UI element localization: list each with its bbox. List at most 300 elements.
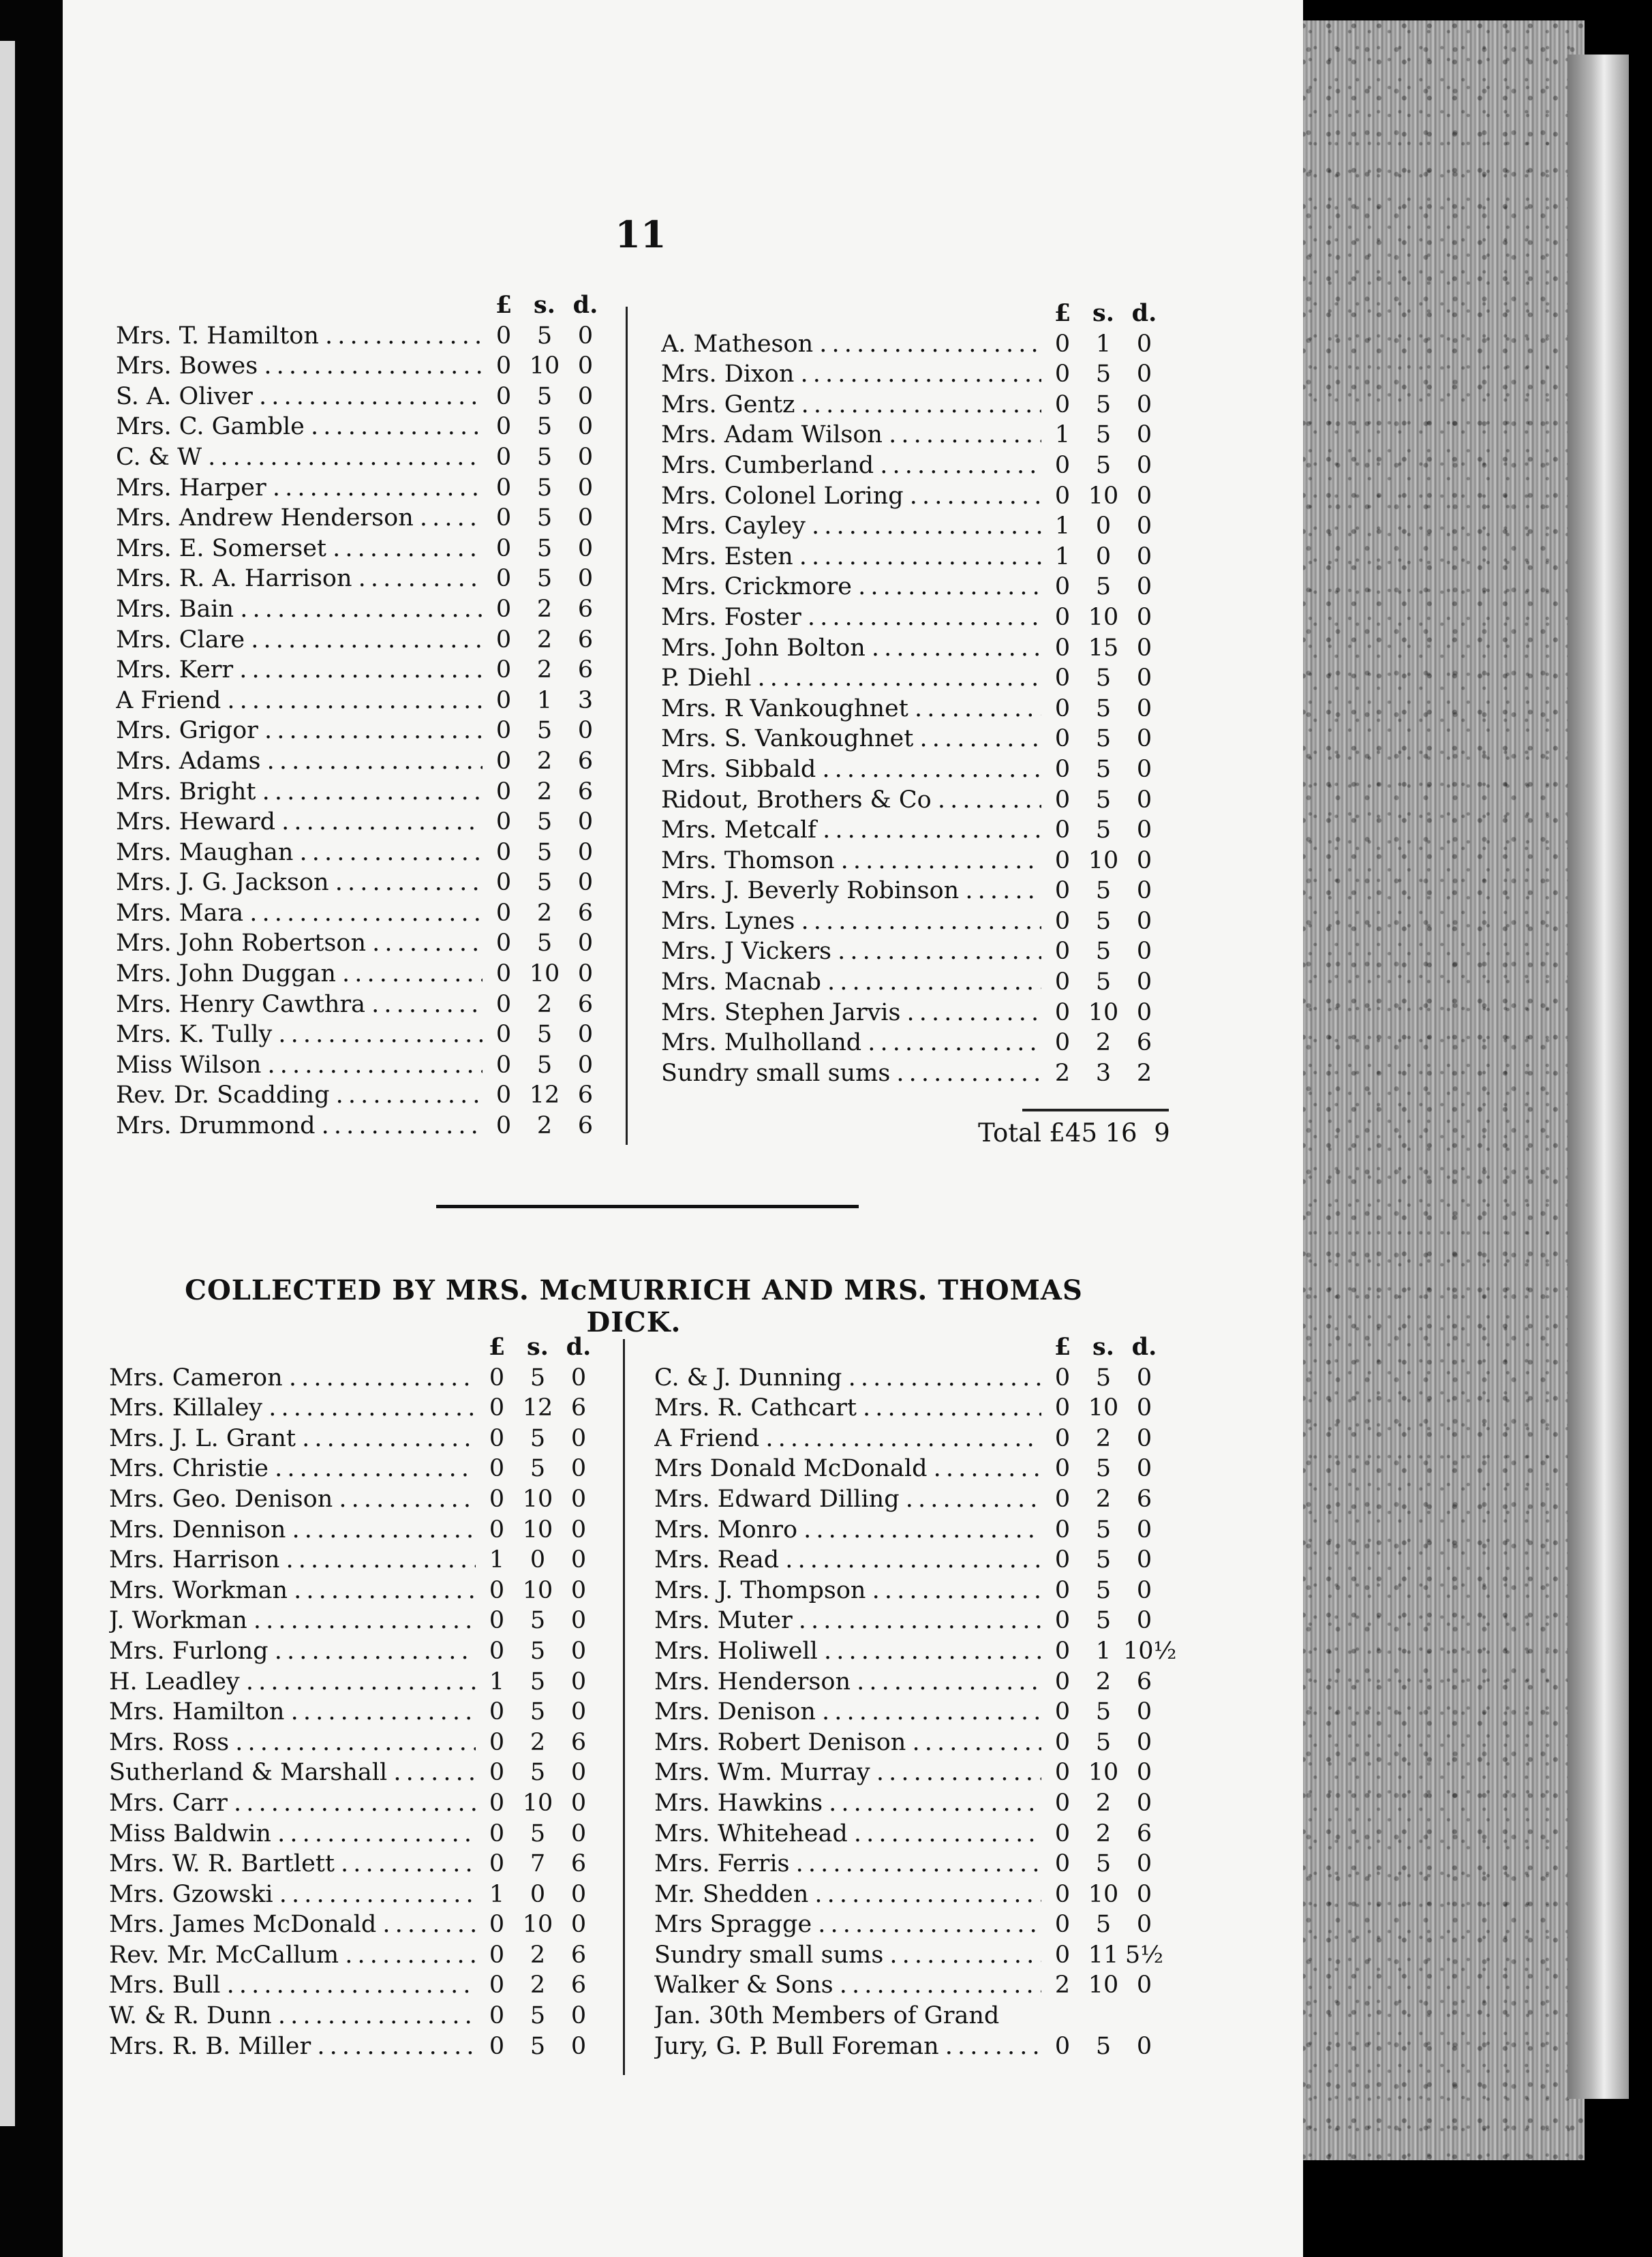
amount-pence: 0: [1136, 2032, 1152, 2060]
subscriber-name: Sundry small sums . . .: [654, 1940, 1041, 1971]
subscription-row: [109, 1363, 600, 1394]
amount-pence: 0: [577, 717, 594, 745]
amount-pence: 0: [577, 322, 594, 350]
amount-shillings: 5: [536, 1021, 553, 1049]
amount-pence: 0: [1136, 1971, 1152, 1999]
amount-shillings: 10: [522, 1485, 553, 1513]
amount-shillings: 5: [1095, 1546, 1112, 1574]
subscription-row: [116, 503, 607, 534]
subscription-row: [654, 1788, 1165, 1819]
amount-pounds: 0: [495, 504, 512, 532]
amount-pence: 0: [1136, 968, 1152, 996]
subscription-row: [661, 998, 1165, 1028]
amount-pence: 0: [570, 2002, 587, 2030]
amount-shillings: 5: [1095, 725, 1112, 753]
amount-shillings: 5: [536, 443, 553, 471]
amount-pounds: 0: [489, 1607, 505, 1635]
subscriber-name: C. & W . . .: [116, 442, 483, 473]
subscriber-name: Mrs. W. R. Bartlett . . .: [109, 1849, 476, 1879]
amount-pounds: 2: [1054, 1059, 1071, 1087]
subscriber-name: Mrs. Gzowski . . .: [109, 1879, 476, 1910]
subscriber-name: Rev. Dr. Scadding . . .: [116, 1080, 483, 1111]
subscriber-name: S. A. Oliver . . .: [116, 382, 483, 412]
amount-pounds: 0: [1054, 360, 1071, 388]
amount-pounds: 0: [1054, 1576, 1071, 1604]
amount-pence: 6: [570, 1728, 587, 1756]
amount-shillings: 10: [1088, 1394, 1119, 1422]
amount-shillings: 5: [530, 1364, 546, 1392]
subscriber-name: Mrs. R. B. Miller . . .: [109, 2031, 476, 2062]
amount-shillings: 5: [1095, 1728, 1112, 1756]
amount-pence: 0: [570, 1668, 587, 1695]
amount-pence: 0: [1136, 1607, 1152, 1635]
amount-pounds: 0: [1054, 1637, 1071, 1665]
subscriber-name: Mrs. Killaley . . .: [109, 1393, 476, 1424]
amount-pence: 0: [1136, 512, 1152, 540]
amount-shillings: 5: [530, 1759, 546, 1787]
amount-pence: 0: [570, 1607, 587, 1635]
subscription-row: [109, 1515, 600, 1546]
subscriber-name: Mrs. Wm. Murray . . .: [654, 1757, 1041, 1788]
amount-pounds: 0: [489, 1394, 505, 1422]
amount-pounds: 0: [489, 1424, 505, 1452]
subscriber-name: Mrs. Bowes . . .: [116, 351, 483, 382]
amount-pence: 0: [577, 869, 594, 897]
amount-pounds: 1: [489, 1668, 505, 1695]
subscriber-name: Mrs. Cameron . . .: [109, 1363, 476, 1394]
subscription-row: [661, 1058, 1165, 1089]
column-divider: [626, 307, 628, 1145]
amount-pounds: 0: [1054, 1911, 1071, 1939]
subscription-row: [654, 1454, 1165, 1484]
header-pence: d.: [566, 1333, 592, 1361]
header-shillings: s.: [527, 1333, 549, 1361]
amount-shillings: 5: [530, 2032, 546, 2060]
bottom-right-subscription-list: [654, 1332, 1177, 2061]
amount-pounds: 0: [495, 778, 512, 805]
subscriber-name: Mrs. Crickmore . . .: [661, 572, 1041, 602]
subscription-row: [116, 746, 607, 777]
amount-pence: 6: [1136, 1029, 1152, 1057]
amount-shillings: 5: [530, 1698, 546, 1726]
subscriber-name: Mrs. Sibbald . . .: [661, 754, 1041, 785]
subscriber-name: Mrs. Hawkins . . .: [654, 1788, 1041, 1819]
amount-pounds: 0: [1054, 725, 1071, 753]
column-divider: [623, 1339, 625, 2075]
amount-shillings: 5: [530, 2002, 546, 2030]
amount-shillings: 5: [1095, 1455, 1112, 1483]
amount-pence: 6: [577, 656, 594, 684]
subscriber-name: Mrs. Henry Cawthra . . .: [116, 989, 483, 1020]
amount-shillings: 5: [530, 1668, 546, 1695]
subscriber-name: Mrs. Kerr . . .: [116, 655, 483, 686]
amount-shillings: 2: [1095, 1668, 1112, 1695]
amount-shillings: 5: [1095, 451, 1112, 479]
subscription-row: [109, 1728, 600, 1758]
subscriber-name: Mrs. Esten . . .: [661, 542, 1041, 572]
subscription-row: [661, 633, 1165, 664]
amount-pounds: 1: [1054, 542, 1071, 570]
subscriber-name: A. Matheson . . .: [661, 329, 1041, 360]
subscriber-name: Mrs. Metcalf . . .: [661, 815, 1041, 846]
subscriber-name: Mrs. S. Vankoughnet . . .: [661, 724, 1041, 754]
subscription-row: [109, 1909, 600, 1940]
amount-pounds: 0: [489, 1820, 505, 1847]
amount-pounds: 0: [1054, 1668, 1071, 1695]
subscriber-name: Mrs. Monro . . .: [654, 1515, 1041, 1546]
amount-shillings: 2: [530, 1941, 546, 1969]
amount-pounds: 1: [489, 1546, 505, 1574]
amount-shillings: 5: [536, 534, 553, 562]
amount-pounds: 0: [1054, 330, 1071, 358]
subscription-row: [116, 1019, 607, 1050]
amount-shillings: 2: [536, 747, 553, 775]
amount-pounds: 0: [1054, 694, 1071, 722]
subscription-row: [109, 1424, 600, 1454]
amount-shillings: 5: [1095, 694, 1112, 722]
subscriber-name: Mrs. Foster . . .: [661, 602, 1041, 633]
amount-pounds: 0: [1054, 390, 1071, 418]
amount-shillings: 10: [529, 352, 560, 380]
subscriber-name: Mrs. John Robertson . . .: [116, 928, 483, 959]
amount-shillings: 5: [1095, 968, 1112, 996]
amount-shillings: 2: [1095, 1820, 1112, 1847]
amount-pence: 0: [577, 1021, 594, 1049]
subscription-row: [109, 1879, 600, 1910]
amount-pounds: 0: [495, 960, 512, 988]
header-pence: d.: [1131, 1333, 1157, 1361]
subscription-row: [109, 2001, 600, 2031]
header-pounds: £: [488, 1333, 506, 1361]
amount-shillings: 5: [1095, 421, 1112, 449]
subscription-row: [116, 777, 607, 808]
subscriber-name: Mrs. Drummond . . .: [116, 1111, 483, 1141]
subscriber-name: Mrs. Maughan . . .: [116, 838, 483, 868]
amount-pounds: 0: [495, 565, 512, 593]
amount-pence: 0: [1136, 1455, 1152, 1483]
amount-pence: 6: [577, 990, 594, 1018]
amount-pounds: 0: [495, 686, 512, 714]
amount-pence: 10½: [1123, 1637, 1177, 1665]
subscriber-name: Mrs. Adams . . .: [116, 746, 483, 777]
header-shillings: s.: [534, 291, 555, 319]
amount-shillings: 10: [1088, 1880, 1119, 1908]
subscriber-name: Mrs Spragge . . .: [654, 1909, 1041, 1940]
amount-pounds: 0: [495, 869, 512, 897]
amount-shillings: 2: [536, 656, 553, 684]
amount-shillings: 5: [1095, 1516, 1112, 1544]
amount-shillings: 2: [536, 990, 553, 1018]
amount-pence: 6: [570, 1971, 587, 1999]
subscription-row: [116, 959, 607, 989]
amount-pounds: 0: [495, 838, 512, 866]
subscriber-name: Mrs Donald McDonald . . .: [654, 1454, 1041, 1484]
amount-shillings: 5: [536, 930, 553, 957]
subscriber-name: Mrs. Dixon . . .: [661, 359, 1041, 390]
amount-shillings: 5: [1095, 1698, 1112, 1726]
amount-shillings: 0: [1095, 512, 1112, 540]
subscriber-name: Mrs. Carr . . .: [109, 1788, 476, 1819]
subscription-row: [109, 1819, 600, 1849]
subscriber-name: Mrs. J. G. Jackson . . .: [116, 868, 483, 898]
currency-header-row: [661, 298, 1165, 329]
amount-pounds: 0: [489, 1941, 505, 1969]
subscriber-name: Sundry small sums . . .: [661, 1058, 1041, 1089]
amount-pence: 0: [570, 1516, 587, 1544]
section-separator: [436, 1205, 859, 1208]
amount-pounds: 0: [1054, 664, 1071, 692]
amount-pence: 0: [577, 565, 594, 593]
subscription-row: [109, 1940, 600, 1971]
amount-pence: 6: [1136, 1820, 1152, 1847]
total-rule-shillings-pence: [1084, 1109, 1169, 1111]
subscriber-name: Mrs. C. Gamble . . .: [116, 412, 483, 442]
subscriber-name: Mrs. Denison . . .: [654, 1697, 1041, 1728]
subscriber-name: Miss Baldwin . . .: [109, 1819, 476, 1849]
subscription-row: [661, 329, 1165, 360]
subscriber-name: Mrs. Heward . . .: [116, 807, 483, 838]
amount-pounds: 0: [495, 474, 512, 502]
amount-pounds: 0: [489, 1364, 505, 1392]
previous-page-edge: [0, 41, 15, 2126]
amount-pence: 0: [1136, 542, 1152, 570]
subscription-row: [116, 868, 607, 898]
amount-pounds: 1: [1054, 421, 1071, 449]
amount-pence: 0: [570, 1911, 587, 1939]
amount-pounds: 0: [1054, 1728, 1071, 1756]
subscriber-name: Mrs. E. Somerset . . .: [116, 534, 483, 564]
subscriber-name: Mrs. Hamilton . . .: [109, 1697, 476, 1728]
subscriber-name: C. & J. Dunning . . .: [654, 1363, 1041, 1394]
amount-shillings: 5: [1095, 573, 1112, 601]
amount-pounds: 0: [489, 1850, 505, 1878]
amount-pence: 0: [1136, 1364, 1152, 1392]
amount-pence: 0: [570, 1880, 587, 1908]
subscription-row: [116, 928, 607, 959]
subscription-row: [661, 481, 1165, 512]
subscription-row: [116, 382, 607, 412]
amount-shillings: 2: [1095, 1424, 1112, 1452]
header-shillings: s.: [1092, 1333, 1114, 1361]
amount-pounds: 0: [1054, 1364, 1071, 1392]
amount-pence: 0: [1136, 1759, 1152, 1787]
amount-shillings: 2: [530, 1971, 546, 1999]
subscriber-name: Mrs. Muter . . .: [654, 1606, 1041, 1636]
amount-shillings: 10: [1088, 603, 1119, 631]
amount-pounds: 0: [495, 930, 512, 957]
top-right-subscription-list: [661, 298, 1165, 1088]
subscriber-name: P. Diehl . . .: [661, 663, 1041, 694]
subscriber-name: Mrs. Workman . . .: [109, 1576, 476, 1606]
amount-shillings: 5: [1095, 390, 1112, 418]
subscription-row: [116, 1050, 607, 1081]
amount-pence: 3: [577, 686, 594, 714]
subscriber-name: Mrs. J. Thompson . . .: [654, 1576, 1041, 1606]
amount-pence: 0: [570, 1364, 587, 1392]
amount-shillings: 12: [529, 1081, 560, 1109]
amount-pence: 0: [1136, 482, 1152, 510]
amount-shillings: 2: [1095, 1789, 1112, 1817]
amount-shillings: 10: [522, 1911, 553, 1939]
amount-shillings: 5: [536, 322, 553, 350]
subscription-row: [116, 473, 607, 504]
book-cover-edge: [1567, 55, 1629, 2099]
amount-pounds: 0: [1054, 603, 1071, 631]
subscription-row: [654, 1940, 1165, 1971]
amount-pounds: 0: [1054, 1698, 1071, 1726]
amount-pence: 6: [577, 899, 594, 927]
amount-pence: 0: [1136, 755, 1152, 783]
subscriber-name: Mrs. Harper . . .: [116, 473, 483, 504]
amount-shillings: 5: [1095, 938, 1112, 966]
subscription-row: [116, 564, 607, 594]
subscription-row: [109, 1393, 600, 1424]
section-title: COLLECTED BY MRS. McMURRICH AND MRS. THOMAS DICK.: [185, 1274, 1083, 1338]
subscriber-name: Mrs. T. Hamilton . . .: [116, 321, 483, 352]
amount-pounds: 0: [1054, 877, 1071, 905]
subscription-row: [116, 412, 607, 442]
subscriber-name: Mrs. Macnab . . .: [661, 967, 1041, 998]
amount-shillings: 10: [1088, 1971, 1119, 1999]
amount-pounds: 0: [1054, 816, 1071, 844]
amount-pounds: 2: [1054, 1971, 1071, 1999]
amount-pence: 0: [570, 1485, 587, 1513]
amount-pounds: 0: [1054, 634, 1071, 662]
amount-pence: 0: [1136, 1880, 1152, 1908]
amount-shillings: 10: [522, 1789, 553, 1817]
subscription-row: [654, 1363, 1165, 1394]
subscriber-name: Mrs. Cayley . . .: [661, 511, 1041, 542]
amount-pounds: 0: [1054, 1516, 1071, 1544]
amount-shillings: 10: [522, 1576, 553, 1604]
amount-pounds: 0: [1054, 1820, 1071, 1847]
amount-shillings: 5: [1095, 1364, 1112, 1392]
amount-shillings: 5: [530, 1637, 546, 1665]
subscriber-name: Mrs. John Duggan . . .: [116, 959, 483, 989]
subscription-row: [109, 1636, 600, 1667]
amount-pence: 0: [1136, 451, 1152, 479]
amount-pounds: 0: [495, 1051, 512, 1079]
amount-shillings: 10: [1088, 1759, 1119, 1787]
subscription-row: [661, 936, 1165, 967]
subscription-row: [109, 1667, 600, 1698]
amount-pence: 6: [1136, 1485, 1152, 1513]
header-pounds: £: [1054, 299, 1071, 327]
amount-pence: 6: [577, 1112, 594, 1140]
amount-shillings: 5: [536, 565, 553, 593]
amount-pounds: 0: [1054, 1607, 1071, 1635]
amount-pence: 0: [1136, 1911, 1152, 1939]
amount-pence: 0: [1136, 998, 1152, 1026]
subscription-row: [661, 754, 1165, 785]
total-shillings: 16: [1105, 1118, 1137, 1148]
amount-pounds: 0: [1054, 907, 1071, 935]
header-pounds: £: [1054, 1333, 1071, 1361]
amount-shillings: 5: [536, 838, 553, 866]
amount-pounds: 0: [1054, 786, 1071, 814]
subscription-row: [654, 1697, 1165, 1728]
amount-pounds: 0: [1054, 846, 1071, 874]
amount-shillings: 5: [536, 382, 553, 410]
subscriber-name: Mrs. Gentz . . .: [661, 390, 1041, 420]
subscription-row: [661, 967, 1165, 998]
amount-pence: 6: [570, 1850, 587, 1878]
amount-pounds: 0: [489, 1759, 505, 1787]
amount-pence: 0: [1136, 1576, 1152, 1604]
total-rule-pounds: [1022, 1109, 1084, 1111]
amount-pence: 6: [577, 747, 594, 775]
amount-shillings: 5: [536, 413, 553, 441]
amount-pence: 0: [1136, 1394, 1152, 1422]
amount-pounds: 0: [495, 595, 512, 623]
amount-pounds: 0: [1054, 755, 1071, 783]
subscription-row: [116, 898, 607, 929]
amount-pence: 0: [577, 808, 594, 836]
amount-shillings: 5: [1095, 1850, 1112, 1878]
subscriber-name: Mrs. J. L. Grant . . .: [109, 1424, 476, 1454]
subscription-row: [654, 1515, 1165, 1546]
subscriber-name: Mrs. Christie . . .: [109, 1454, 476, 1484]
subscriber-name: Mrs. Colonel Loring . . .: [661, 481, 1041, 512]
currency-header-row: [116, 290, 607, 321]
amount-pounds: 0: [1054, 1941, 1071, 1969]
amount-shillings: 5: [1095, 1607, 1112, 1635]
amount-pounds: 0: [1054, 1394, 1071, 1422]
amount-shillings: 5: [1095, 1576, 1112, 1604]
amount-shillings: 5: [536, 869, 553, 897]
subscription-row: [654, 1757, 1165, 1788]
amount-shillings: 0: [1095, 542, 1112, 570]
amount-shillings: 5: [1095, 907, 1112, 935]
subscriber-name: Mrs. R. Cathcart . . .: [654, 1393, 1041, 1424]
amount-pence: 0: [570, 1759, 587, 1787]
amount-shillings: 5: [1095, 755, 1112, 783]
amount-pounds: 0: [495, 717, 512, 745]
subscription-row: [661, 602, 1165, 633]
subscription-row: [654, 1849, 1165, 1879]
subscription-row: [661, 542, 1165, 572]
amount-shillings: 5: [1095, 360, 1112, 388]
subscriber-name: Mrs. Bright . . .: [116, 777, 483, 808]
amount-pence: 0: [570, 1637, 587, 1665]
amount-shillings: 10: [1088, 846, 1119, 874]
subscriber-name: W. & R. Dunn . . .: [109, 2001, 476, 2031]
amount-pence: 0: [1136, 786, 1152, 814]
subscription-row: [661, 359, 1165, 390]
amount-pence: 0: [1136, 1850, 1152, 1878]
amount-shillings: 7: [530, 1850, 546, 1878]
subscription-row: [116, 625, 607, 656]
amount-shillings: 5: [536, 717, 553, 745]
subscriber-name: Mrs. Thomson . . .: [661, 846, 1041, 876]
subscription-row: [654, 1606, 1165, 1636]
amount-pence: 0: [577, 382, 594, 410]
amount-shillings: 10: [1088, 482, 1119, 510]
amount-shillings: 1: [1095, 330, 1112, 358]
amount-pence: 0: [577, 838, 594, 866]
amount-shillings: 5: [1095, 664, 1112, 692]
subscriber-name: A Friend . . .: [654, 1424, 1041, 1454]
amount-pounds: 0: [495, 322, 512, 350]
amount-pence: 0: [570, 1789, 587, 1817]
amount-pence: 0: [570, 1546, 587, 1574]
amount-pounds: 0: [1054, 1880, 1071, 1908]
subscriber-name: Mrs. Read . . .: [654, 1545, 1041, 1576]
header-pounds: £: [495, 291, 513, 319]
subscription-row: [116, 686, 607, 716]
subscriber-name: Mrs. Edward Dilling . . .: [654, 1484, 1041, 1515]
amount-pence: 0: [1136, 421, 1152, 449]
